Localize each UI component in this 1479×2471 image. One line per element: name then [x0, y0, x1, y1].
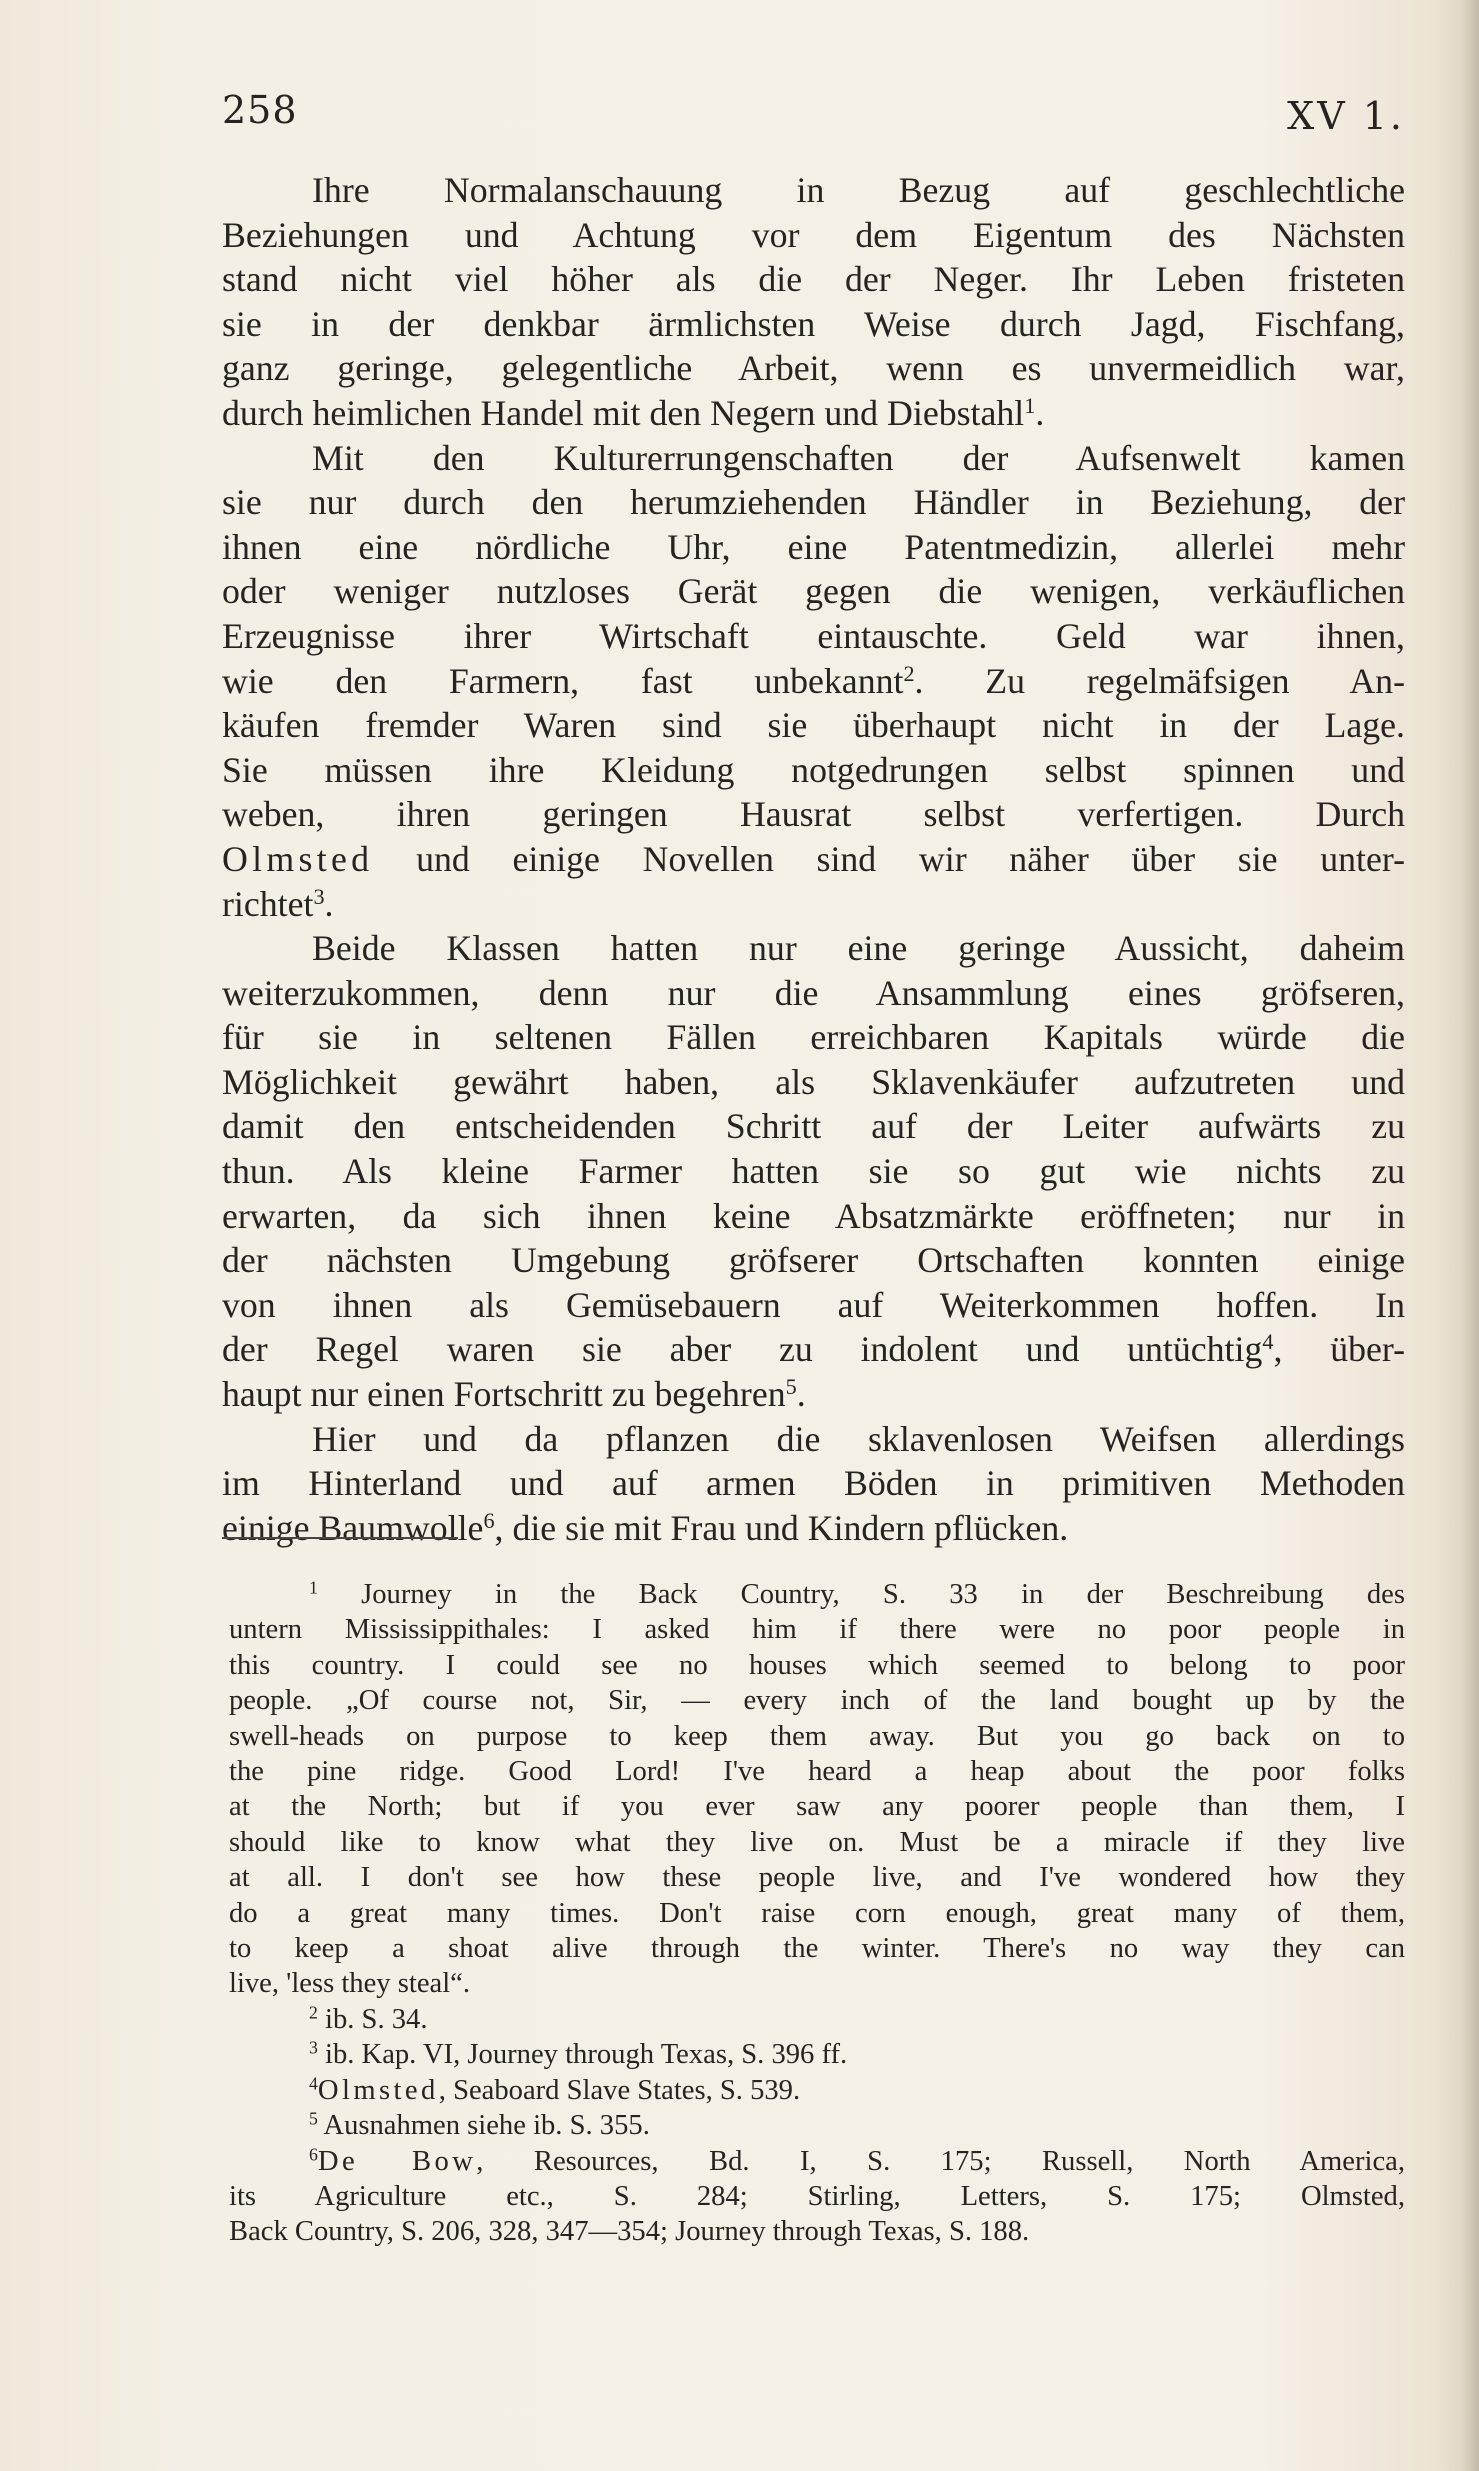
text-line: [222, 213, 1405, 258]
line-text: weiterzukommen, denn nur die Ansammlung eines gröfseren,: [222, 972, 1405, 1013]
line-text: Back Country, S. 206, 328, 347—354; Journey through Texas, S. 188.: [229, 2216, 1030, 2248]
text-line: [222, 1417, 1405, 1462]
line-text: ihnen eine nördliche Uhr, eine Patentmedizin, allerlei mehr: [222, 526, 1405, 567]
text-line: [222, 346, 1405, 391]
text-line: [222, 525, 1405, 570]
line-text: should like to know what they live on. Must be a miracle if they live: [229, 1826, 1405, 1858]
line-text: ib. S. 34.: [317, 2003, 428, 2035]
line-text: Beziehungen und Achtung vor dem Eigentum des Nächsten: [222, 214, 1405, 255]
page-edge-shadow: [1461, 0, 1479, 2471]
text-line: [222, 302, 1405, 347]
line-text: der nächsten Umgebung gröfserer Ortschaften konnten einige: [222, 1240, 1405, 1281]
line-text: stand nicht viel höher als die der Neger. Ihr Leben fristeten: [222, 259, 1405, 300]
line-text: at the North; but if you ever saw any poorer people than them, I: [229, 1791, 1405, 1823]
line-text: sie in der denkbar ärmlichsten Weise durch Jagd, Fischfang,: [222, 303, 1405, 344]
footnote-line: [229, 2214, 1405, 2249]
line-text: sie nur durch den herumziehenden Händler in Beziehung, der: [222, 482, 1405, 523]
text-line: [222, 436, 1405, 481]
footnotes: [229, 1577, 1405, 2250]
text-line: [222, 257, 1405, 302]
line-text: für sie in seltenen Fällen erreichbaren Kapitals würde die: [222, 1017, 1405, 1058]
line-text: haupt nur einen Fortschritt zu begehren: [222, 1374, 786, 1415]
line-text: durch heimlichen Handel mit den Negern und Diebstahl: [222, 392, 1025, 433]
line-text: its Agriculture etc., S. 284; Stirling, Letters, S. 175; Olmsted,: [229, 2180, 1405, 2212]
footnote-line: [229, 1577, 1405, 1612]
line-text: Mit den Kulturerrungenschaften der Aufsenwelt kamen: [312, 437, 1405, 478]
footnote-marker: 1: [309, 1577, 318, 1598]
line-text-tail: .: [796, 1374, 806, 1415]
line-text: Ausnahmen siehe ib. S. 355.: [317, 2110, 650, 2142]
footnote-line: [229, 2073, 1405, 2108]
footnote-line: [229, 1789, 1405, 1824]
main-text: [222, 168, 1405, 1550]
footnote-line: [229, 2108, 1405, 2143]
line-text-tail: , die sie mit Frau und Kindern pflücken.: [494, 1507, 1069, 1548]
line-text: von ihnen als Gemüsebauern auf Weiterkommen hoffen. In: [222, 1284, 1405, 1325]
line-text: swell-heads on purpose to keep them away. But you go back on to: [229, 1720, 1405, 1752]
footnote-line: [229, 1825, 1405, 1860]
line-text: wie den Farmern, fast unbekannt: [222, 660, 904, 701]
footnote-line: [229, 1896, 1405, 1931]
line-text: do a great many times. Don't raise corn enough, great many of them,: [229, 1897, 1405, 1929]
footnote-marker: 6: [309, 2143, 318, 2164]
line-text: weben, ihren geringen Hausrat selbst verfertigen. Durch: [222, 794, 1405, 835]
footnote-line: [229, 1754, 1405, 1789]
text-line: [222, 614, 1405, 659]
line-text: Beide Klassen hatten nur eine geringe Aussicht, daheim: [312, 928, 1405, 969]
line-text: erwarten, da sich ihnen keine Absatzmärkte eröffneten; nur in: [222, 1195, 1405, 1236]
footnote-reference: 6: [483, 1507, 495, 1533]
footnote-line: [229, 1931, 1405, 1966]
footnote-line: [229, 1648, 1405, 1683]
line-text: people. „Of course not, Sir, — every inch of the land bought up by the: [229, 1685, 1405, 1717]
text-line: [222, 1506, 1405, 1551]
text-line: [222, 1283, 1405, 1328]
text-line: [222, 703, 1405, 748]
line-text: Hier und da pflanzen die sklavenlosen Weifsen allerdings: [312, 1418, 1405, 1459]
text-line: [222, 1015, 1405, 1060]
footnote-reference: 1: [1024, 392, 1036, 418]
text-line: [222, 1104, 1405, 1149]
footnote-reference: 2: [903, 660, 915, 686]
line-text: käufen fremder Waren sind sie überhaupt nicht in der Lage.: [222, 705, 1405, 746]
text-line: [222, 882, 1405, 927]
line-text: einige Baumwolle: [222, 1507, 484, 1548]
spaced-author-name: De Bow: [317, 2145, 477, 2177]
footnote-marker: 4: [309, 2072, 318, 2093]
footnote-reference: 4: [1262, 1329, 1274, 1355]
line-text: damit den entscheidenden Schritt auf der Leiter aufwärts zu: [222, 1106, 1405, 1147]
line-text: Ihre Normalanschauung in Bezug auf geschlechtliche: [312, 170, 1405, 210]
line-text-tail: . Zu regelmäfsigen An-: [914, 660, 1406, 701]
line-text: , Resources, Bd. I, S. 175; Russell, North America,: [476, 2145, 1405, 2177]
line-text-tail: , über-: [1273, 1329, 1406, 1370]
line-text: thun. Als kleine Farmer hatten sie so gut wie nichts zu: [222, 1151, 1405, 1192]
text-line: [222, 1461, 1405, 1506]
line-text-tail: .: [1035, 392, 1045, 433]
spaced-author-name: Olmsted: [317, 2074, 439, 2106]
line-text: Journey in the Back Country, S. 33 in der Beschreibung des: [317, 1579, 1405, 1610]
text-line: [222, 1327, 1405, 1372]
text-line: [222, 480, 1405, 525]
line-text: live, 'less they steal“.: [229, 1968, 470, 2000]
line-text: to keep a shoat alive through the winter. There's no way they can: [229, 1933, 1405, 1965]
line-text: der Regel waren sie aber zu indolent und untüchtig: [222, 1329, 1263, 1370]
line-text: ib. Kap. VI, Journey through Texas, S. 396 ff.: [317, 2039, 848, 2071]
text-line: [222, 1060, 1405, 1105]
line-text: richtet: [222, 883, 314, 924]
text-line: [222, 926, 1405, 971]
text-line: [222, 168, 1405, 213]
spaced-author-name: Olmsted: [222, 838, 374, 879]
line-text-tail: .: [324, 883, 334, 924]
text-line: [222, 569, 1405, 614]
line-text: the pine ridge. Good Lord! I've heard a heap about the poor folks: [229, 1756, 1405, 1788]
footnote-separator: [222, 1537, 458, 1539]
running-header: [222, 88, 1405, 148]
footnote-line: [229, 2002, 1405, 2037]
footnote-line: [229, 2179, 1405, 2214]
line-text: , Seaboard Slave States, S. 539.: [438, 2074, 801, 2106]
line-text: Erzeugnisse ihrer Wirtschaft eintauschte. Geld war ihnen,: [222, 615, 1405, 656]
footnote-reference: 3: [313, 883, 325, 909]
footnote-line: [229, 2037, 1405, 2072]
text-line: [222, 1372, 1405, 1417]
footnote-line: [229, 1966, 1405, 2001]
text-line: [222, 391, 1405, 436]
footnote-reference: 5: [785, 1373, 797, 1399]
footnote-line: [229, 1683, 1405, 1718]
line-text: Möglichkeit gewährt haben, als Sklavenkäufer aufzutreten und: [222, 1061, 1405, 1102]
text-line: [222, 837, 1405, 882]
text-line: [222, 748, 1405, 793]
text-line: [222, 1149, 1405, 1194]
line-text: im Hinterland und auf armen Böden in primitiven Methoden: [222, 1463, 1405, 1504]
footnote-line: [229, 1860, 1405, 1895]
footnote-line: [229, 2144, 1405, 2179]
line-text: this country. I could see no houses which seemed to belong to poor: [229, 1649, 1405, 1681]
section-number: XV 1.: [1287, 94, 1405, 138]
line-text: oder weniger nutzloses Gerät gegen die wenigen, verkäuflichen: [222, 571, 1405, 612]
text-line: [222, 1194, 1405, 1239]
line-text: Sie müssen ihre Kleidung notgedrungen selbst spinnen und: [222, 749, 1405, 790]
footnote-marker: 5: [309, 2108, 318, 2129]
footnote-marker: 2: [309, 2002, 318, 2023]
footnote-line: [229, 1719, 1405, 1754]
line-text: untern Mississippithales: I asked him if there were no poor people in: [229, 1614, 1405, 1646]
line-text: at all. I don't see how these people live, and I've wondered how they: [229, 1862, 1405, 1894]
text-line: [222, 792, 1405, 837]
footnote-marker: 3: [309, 2037, 318, 2058]
text-line: [222, 971, 1405, 1016]
text-line: [222, 1238, 1405, 1283]
line-text: und einige Novellen sind wir näher über sie unter-: [373, 838, 1405, 879]
line-text: ganz geringe, gelegentliche Arbeit, wenn es unvermeidlich war,: [222, 348, 1405, 389]
text-line: [222, 659, 1405, 704]
footnote-line: [229, 1612, 1405, 1647]
page-number: 258: [222, 88, 298, 132]
